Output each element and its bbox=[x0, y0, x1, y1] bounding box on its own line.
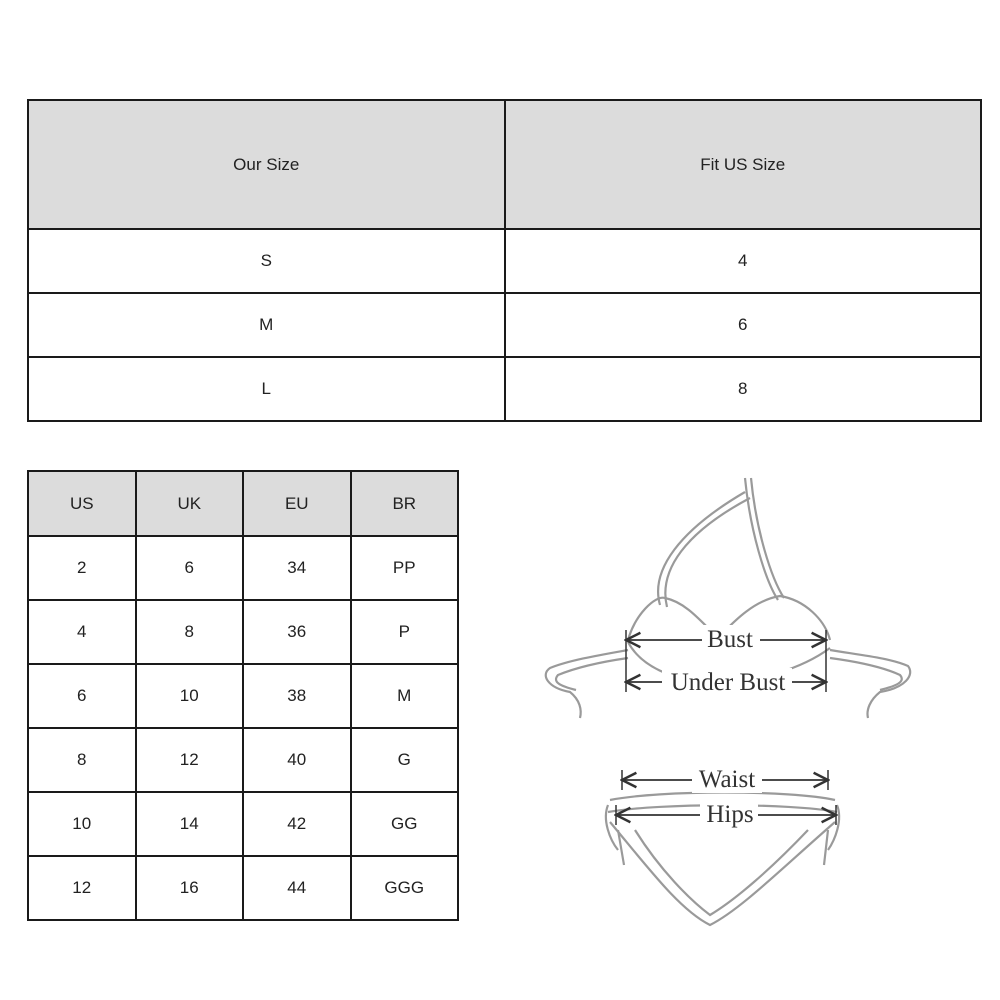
uk-cell: 6 bbox=[136, 536, 244, 600]
br-cell: GG bbox=[351, 792, 459, 856]
uk-cell: 8 bbox=[136, 600, 244, 664]
header-uk: UK bbox=[136, 471, 244, 536]
table-row bbox=[28, 600, 458, 664]
table-row bbox=[28, 293, 981, 357]
us-cell: 8 bbox=[28, 728, 136, 792]
header-our-size: Our Size bbox=[28, 100, 505, 229]
size-conversion-table bbox=[27, 470, 459, 921]
fit-us-size-cell: 4 bbox=[505, 229, 982, 293]
our-size-cell: M bbox=[28, 293, 505, 357]
br-cell: P bbox=[351, 600, 459, 664]
uk-cell: 16 bbox=[136, 856, 244, 920]
table-row bbox=[28, 728, 458, 792]
bust-label: Bust bbox=[707, 626, 753, 653]
us-cell: 2 bbox=[28, 536, 136, 600]
header-eu: EU bbox=[243, 471, 351, 536]
table-row bbox=[28, 664, 458, 728]
table-row bbox=[28, 536, 458, 600]
br-cell: PP bbox=[351, 536, 459, 600]
eu-cell: 34 bbox=[243, 536, 351, 600]
br-cell: M bbox=[351, 664, 459, 728]
us-cell: 10 bbox=[28, 792, 136, 856]
table-row bbox=[28, 357, 981, 421]
size-fit-header-row bbox=[28, 100, 981, 229]
eu-cell: 36 bbox=[243, 600, 351, 664]
br-cell: G bbox=[351, 728, 459, 792]
eu-cell: 44 bbox=[243, 856, 351, 920]
header-br: BR bbox=[351, 471, 459, 536]
us-cell: 4 bbox=[28, 600, 136, 664]
us-cell: 12 bbox=[28, 856, 136, 920]
table-row bbox=[28, 792, 458, 856]
uk-cell: 10 bbox=[136, 664, 244, 728]
size-fit-table bbox=[27, 99, 982, 422]
our-size-cell: L bbox=[28, 357, 505, 421]
uk-cell: 12 bbox=[136, 728, 244, 792]
table-row bbox=[28, 229, 981, 293]
hips-label: Hips bbox=[706, 801, 754, 828]
waist-label: Waist bbox=[698, 766, 756, 793]
br-cell: GGG bbox=[351, 856, 459, 920]
header-us: US bbox=[28, 471, 136, 536]
fit-us-size-cell: 8 bbox=[505, 357, 982, 421]
us-cell: 6 bbox=[28, 664, 136, 728]
table-row bbox=[28, 856, 458, 920]
under-bust-label: Under Bust bbox=[670, 669, 786, 696]
eu-cell: 42 bbox=[243, 792, 351, 856]
eu-cell: 40 bbox=[243, 728, 351, 792]
bikini-measurement-diagram bbox=[540, 470, 920, 930]
conversion-header-row bbox=[28, 471, 458, 536]
eu-cell: 38 bbox=[243, 664, 351, 728]
uk-cell: 14 bbox=[136, 792, 244, 856]
header-fit-us-size: Fit US Size bbox=[505, 100, 982, 229]
our-size-cell: S bbox=[28, 229, 505, 293]
fit-us-size-cell: 6 bbox=[505, 293, 982, 357]
